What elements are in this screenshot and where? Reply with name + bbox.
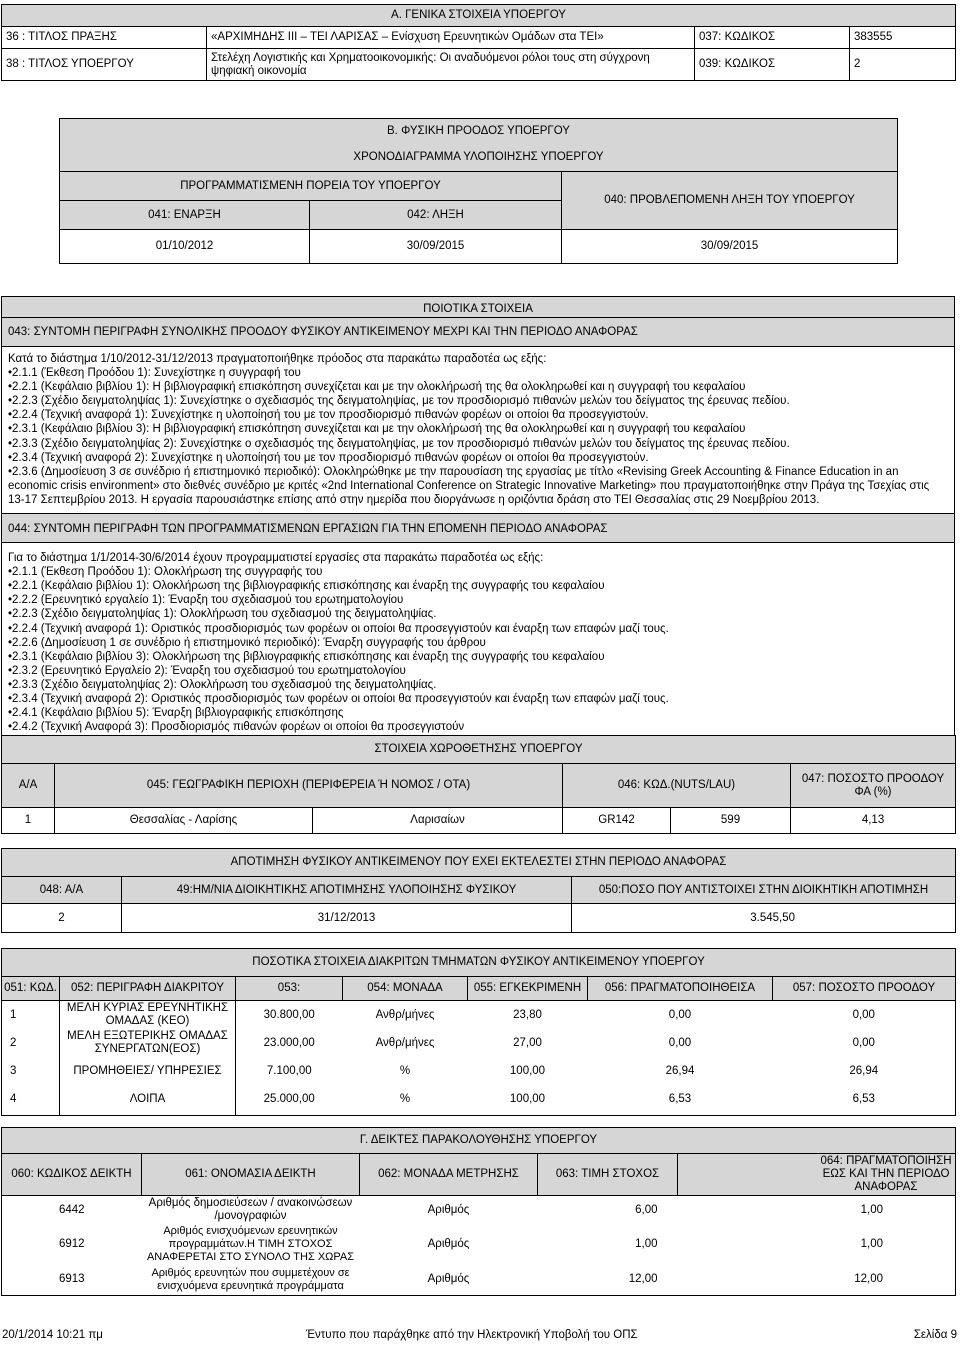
location-table bbox=[1, 735, 956, 834]
qt-unit: Ανθρ/μήνες bbox=[375, 1036, 435, 1049]
loc-header-aa: Α/Α bbox=[2, 764, 55, 808]
table-row bbox=[2, 1265, 956, 1295]
title-action-label: 36 : ΤΙΤΛΟΣ ΠΡΑΞΗΣ bbox=[2, 27, 207, 49]
val-header-aa: 048: Α/Α bbox=[2, 877, 122, 904]
progress-line: •2.2.3 (Σχέδιο δειγματοληψίας 1): Συνεχίστηκε ο σχεδιασμός της δειγματοληψίας, με τον προσδιορισμό πιθανών μελών του δείγματος της έρευνας πεδίου. bbox=[8, 395, 790, 408]
progress-line: •2.1.1 (Έκθεση Προόδου 1): Συνεχίστηκε η συγγραφή του bbox=[8, 367, 301, 380]
ind-name: Αριθμός δημοσιεύσεων / ανακοινώσεων /μονογραφιών bbox=[148, 1197, 353, 1222]
ind-name: Αριθμός ενισχυόμενων ερευνητικών προγραμμάτων.Η ΤΙΜΗ ΣΤΟΧΟΣ ΑΝΑΦΕΡΕΤΑΙ ΣΤΟ ΣΥΝΟΛΟ ΤΗΣ ΧΩΡΑΣ bbox=[146, 1225, 355, 1263]
progress-line: •2.3.4 (Τεχνική αναφορά 2): Συνεχίστηκε η υλοποίησή του με τον προσδιορισμό πιθανών φορέων οι οποίοι θα προσεγγιστούν. bbox=[8, 451, 649, 464]
plan-line: Για το διάστημα 1/1/2014-30/6/2014 έχουν προγραμματιστεί εργασίες στα παρακάτω παραδοτέα ως εξής: bbox=[8, 552, 544, 565]
val-date: 31/12/2013 bbox=[122, 904, 572, 933]
code-037-label: 037: ΚΩΔΙΚΟΣ bbox=[695, 27, 850, 49]
ind-header-unit: 062: ΜΟΝΑΔΑ ΜΕΤΡΗΣΗΣ bbox=[360, 1154, 538, 1196]
title-subproject-label: 38 : ΤΙΤΛΟΣ ΥΠΟΕΡΓΟΥ bbox=[2, 49, 207, 81]
qt-pct: 0,00 bbox=[773, 1029, 956, 1057]
table-row bbox=[2, 1029, 956, 1057]
schedule-title: ΧΡΟΝΟΔΙΑΓΡΑΜΜΑ ΥΛΟΠΟΙΗΣΗΣ ΥΠΟΕΡΓΟΥ bbox=[60, 145, 898, 172]
ind-header-actual: 064: ΠΡΑΓΜΑΤΟΠΟΙΗΣΗ ΕΩΣ ΚΑΙ ΤΗΝ ΠΕΡΙΟΔΟ ΑΝΑΦΟΡΑΣ bbox=[678, 1154, 956, 1196]
ind-target: 6,00 bbox=[635, 1203, 658, 1216]
ind-target: 1,00 bbox=[635, 1238, 658, 1250]
qt-unit: Ανθρ/μήνες bbox=[375, 1008, 435, 1021]
table-row bbox=[2, 1057, 956, 1085]
ind-actual: 1,00 bbox=[678, 1196, 956, 1225]
ind-header-target: 063: ΤΙΜΗ ΣΤΟΧΟΣ bbox=[538, 1154, 678, 1196]
expected-end-date: 30/09/2015 bbox=[562, 230, 898, 264]
plan-line: •2.2.1 (Κεφάλαιο βιβλίου 1): Ολοκλήρωση της βιβλιογραφικής επισκόπησης και έναρξη της συγγραφής του κεφαλαίου bbox=[8, 580, 605, 593]
valuation-title: ΑΠΟΤΙΜΗΣΗ ΦΥΣΙΚΟΥ ΑΝΤΙΚΕΙΜΕΝΟΥ ΠΟΥ ΕΧΕΙ ΕΚΤΕΛΕΣΤΕΙ ΣΤΗΝ ΠΕΡΙΟΔΟ ΑΝΑΦΟΡΑΣ bbox=[2, 849, 956, 877]
section-a-title: Α. ΓΕΝΙΚΑ ΣΤΟΙΧΕΙΑ ΥΠΟΕΡΓΟΥ bbox=[2, 5, 956, 27]
code-039-label: 039: ΚΩΔΙΚΟΣ bbox=[695, 49, 850, 81]
footer-source: Έντυπο που παράχθηκε από την Ηλεκτρονική Υποβολή του ΟΠΣ bbox=[306, 1329, 638, 1341]
ind-header-code: 060: ΚΩΔΙΚΟΣ ΔΕΙΚΤΗ bbox=[2, 1154, 142, 1196]
ind-name: Αριθμός ερευνητών που συμμετέχουν σε ενισχυόμενα ερευνητικά προγράμματα bbox=[142, 1265, 360, 1295]
table-row bbox=[2, 1196, 956, 1225]
field-043-label: 043: ΣΥΝΤΟΜΗ ΠΕΡΙΓΡΑΦΗ ΣΥΝΟΛΙΚΗΣ ΠΡΟΟΔΟΥ ΦΥΣΙΚΟΥ ΑΝΤΙΚΕΙΜΕΝΟΥ ΜΕΧΡΙ ΚΑΙ ΤΗΝ ΠΕΡΙΟΔΟ ΑΝΑΦΟΡΑΣ bbox=[1, 318, 955, 347]
qt-done: 26,94 bbox=[665, 1064, 695, 1077]
qt-amount: 23.000,00 bbox=[263, 1036, 315, 1049]
qt-desc: ΛΟΙΠΑ bbox=[60, 1085, 236, 1115]
val-aa: 2 bbox=[2, 904, 122, 933]
qt-amount: 7.100,00 bbox=[266, 1064, 312, 1077]
ind-unit: Αριθμός bbox=[360, 1265, 538, 1295]
qt-header-desc: 052: ΠΕΡΙΓΡΑΦΗ ΔΙΑΚΡΙΤΟΥ bbox=[60, 977, 236, 1001]
qt-done: 0,00 bbox=[668, 1036, 692, 1049]
qt-done: 0,00 bbox=[668, 1008, 692, 1021]
table-row bbox=[2, 1224, 956, 1265]
planned-course-header: ΠΡΟΓΡΑΜΜΑΤΙΣΜΕΝΗ ΠΟΡΕΙΑ ΤΟΥ ΥΠΟΕΡΓΟΥ bbox=[60, 172, 562, 201]
loc-aa: 1 bbox=[2, 808, 55, 834]
code-037-value: 383555 bbox=[850, 27, 956, 49]
qt-header-053: 053: bbox=[236, 977, 343, 1001]
loc-lau: 599 bbox=[671, 808, 791, 834]
qt-header-code: 051: ΚΩΔ. bbox=[2, 977, 60, 1001]
qt-pct: 6,53 bbox=[773, 1085, 956, 1115]
table-row bbox=[2, 1001, 956, 1030]
loc-header-nuts: 046: ΚΩΔ.(NUTS/LAU) bbox=[563, 764, 791, 808]
plan-line: •2.1.1 (Έκθεση Προόδου 1): Ολοκλήρωση της συγγραφής του bbox=[8, 566, 323, 579]
ind-unit: Αριθμός bbox=[427, 1238, 470, 1250]
ind-actual: 1,00 bbox=[678, 1224, 956, 1265]
section-a-table bbox=[1, 4, 956, 81]
field-044-text bbox=[1, 543, 955, 741]
qt-unit: % bbox=[399, 1064, 411, 1077]
plan-line: •2.2.3 (Σχέδιο δειγματοληψίας 1): Ολοκλήρωση του σχεδιασμού της δειγματοληψίας. bbox=[8, 608, 437, 621]
qt-desc: ΜΕΛΗ ΕΞΩΤΕΡΙΚΗΣ ΟΜΑΔΑΣ ΣΥΝΕΡΓΑΤΩΝ(ΕΟΣ) bbox=[60, 1029, 236, 1057]
plan-line: •2.4.2 (Τεχνική Αναφορά 3): Προσδιορισμός πιθανών φορέων οι οποίοι θα προσεγγιστούν bbox=[8, 721, 465, 734]
field-044-label: 044: ΣΥΝΤΟΜΗ ΠΕΡΙΓΡΑΦΗ ΤΩΝ ΠΡΟΓΡΑΜΜΑΤΙΣΜΕΝΩΝ ΕΡΓΑΣΙΩΝ ΓΙΑ ΤΗΝ ΕΠΟΜΕΝΗ ΠΕΡΙΟΔΟ ΑΝΑΦΟΡΑΣ bbox=[1, 514, 955, 543]
ind-target: 12,00 bbox=[538, 1265, 678, 1295]
section-b-table bbox=[59, 118, 898, 264]
loc-pct: 4,13 bbox=[791, 808, 956, 834]
qt-unit: % bbox=[343, 1085, 468, 1115]
quantitative-title: ΠΟΣΟΤΙΚΑ ΣΤΟΙΧΕΙΑ ΔΙΑΚΡΙΤΩΝ ΤΜΗΜΑΤΩΝ ΦΥΣΙΚΟΥ ΑΝΤΙΚΕΙΜΕΝΟΥ ΥΠΟΕΡΓΟΥ bbox=[2, 949, 956, 977]
ind-header-name: 061: ΟΝΟΜΑΣΙΑ ΔΕΙΚΤΗ bbox=[142, 1154, 360, 1196]
indicators-title: Γ. ΔΕΙΚΤΕΣ ΠΑΡΑΚΟΛΟΥΘΗΣΗΣ ΥΠΟΕΡΓΟΥ bbox=[2, 1128, 956, 1154]
loc-header-pct: 047: ΠΟΣΟΣΤΟ ΠΡΟΟΔΟΥ ΦΑ (%) bbox=[791, 764, 956, 808]
code-039-value: 2 bbox=[850, 49, 956, 81]
start-date: 01/10/2012 bbox=[60, 230, 310, 264]
ind-actual: 12,00 bbox=[678, 1265, 956, 1295]
plan-line: •2.2.6 (Δημοσίευση 1 σε συνέδριο ή επιστημονικό περιοδικό): Έναρξη συγγραφής του άρθρου bbox=[8, 636, 486, 649]
plan-line: •2.3.2 (Ερευνητικό Εργαλείο 2): Έναρξη του σχεδιασμού του ερωτηματολογίου bbox=[8, 664, 406, 677]
qt-code: 3 bbox=[2, 1057, 60, 1085]
qt-desc: ΠΡΟΜΗΘΕΙΕΣ/ ΥΠΗΡΕΣΙΕΣ bbox=[60, 1057, 236, 1085]
quality-title: ΠΟΙΟΤΙΚΑ ΣΤΟΙΧΕΙΑ bbox=[1, 296, 955, 318]
end-date: 30/09/2015 bbox=[310, 230, 562, 264]
footer-datetime: 20/1/2014 10:21 πμ bbox=[2, 1329, 103, 1341]
field-043-text bbox=[1, 347, 955, 514]
expected-end-header: 040: ΠΡΟΒΛΕΠΟΜΕΝΗ ΛΗΞΗ ΤΟΥ ΥΠΟΕΡΓΟΥ bbox=[562, 172, 898, 230]
indicators-table bbox=[1, 1127, 956, 1296]
val-amount: 3.545,50 bbox=[572, 904, 956, 933]
plan-line: •2.2.2 (Ερευνητικό εργαλείο 1): Έναρξη του σχεδιασμού του ερωτηματολογίου bbox=[8, 594, 404, 607]
footer-page: Σελίδα 9 bbox=[913, 1329, 957, 1341]
location-title: ΣΤΟΙΧΕΙΑ ΧΩΡΟΘΕΤΗΣΗΣ ΥΠΟΕΡΓΟΥ bbox=[2, 736, 956, 764]
start-header: 041: ΕΝΑΡΞΗ bbox=[60, 201, 310, 230]
progress-line: •2.3.3 (Σχέδιο δειγματοληψίας 2): Συνεχίστηκε ο σχεδιασμός της δειγματοληψίας, με τον προσδιορισμό πιθανών μελών του δείγματος της έρευνας πεδίου. bbox=[8, 437, 790, 450]
plan-line: •2.3.4 (Τεχνική αναφορά 2): Οριστικός προσδιορισμός των φορέων οι οποίοι θα προσεγγιστούν και έναρξη των επαφών μαζί τους. bbox=[8, 692, 669, 705]
qt-done: 6,53 bbox=[588, 1085, 773, 1115]
qt-code: 1 bbox=[2, 1001, 60, 1030]
qt-pct: 26,94 bbox=[773, 1057, 956, 1085]
valuation-table bbox=[1, 848, 956, 933]
table-row bbox=[2, 1085, 956, 1115]
plan-line: •2.3.1 (Κεφάλαιο βιβλίου 3): Ολοκλήρωση της βιβλιογραφικής επισκόπησης και έναρξη της συγγραφής του κεφαλαίου bbox=[8, 650, 605, 663]
loc-header-region: 045: ΓΕΩΓΡΑΦΙΚΗ ΠΕΡΙΟΧΗ (ΠΕΡΙΦΕΡΕΙΑ Ή ΝΟΜΟΣ / ΟΤΑ) bbox=[55, 764, 563, 808]
progress-line: •2.2.4 (Τεχνική αναφορά 1): Συνεχίστηκε η υλοποίησή του με τον προσδιορισμό πιθανών φορέων οι οποίοι θα προσεγγιστούν. bbox=[8, 409, 649, 422]
ind-code: 6442 bbox=[2, 1196, 142, 1225]
qt-pct: 0,00 bbox=[773, 1001, 956, 1030]
loc-region: Θεσσαλίας - Λαρίσης bbox=[55, 808, 313, 834]
plan-line: •2.4.1 (Κεφάλαιο βιβλίου 5): Έναρξη βιβλιογραφικής επισκόπησης bbox=[8, 707, 344, 720]
progress-line: Κατά το διάστημα 1/10/2012-31/12/2013 πραγματοποιήθηκε πρόοδος στα παρακάτω παραδοτέα ως εξής: bbox=[8, 353, 547, 365]
qt-approved: 23,80 bbox=[513, 1008, 542, 1021]
qt-desc: ΜΕΛΗ ΚΥΡΙΑΣ ΕΡΕΥΝΗΤΙΚΗΣ ΟΜΑΔΑΣ (ΚΕΟ) bbox=[60, 1001, 236, 1030]
qt-code: 4 bbox=[2, 1085, 60, 1115]
ind-unit: Αριθμός bbox=[427, 1203, 470, 1216]
qt-header-done: 056: ΠΡΑΓΜΑΤΟΠΟΙΗΘΕΙΣΑ bbox=[588, 977, 773, 1001]
section-b-title: Β. ΦΥΣΙΚΗ ΠΡΟΟΔΟΣ ΥΠΟΕΡΓΟΥ bbox=[60, 119, 898, 145]
val-header-amount: 050:ΠΟΣΟ ΠΟΥ ΑΝΤΙΣΤΟΙΧΕΙ ΣΤΗΝ ΔΙΟΙΚΗΤΙΚΗ ΑΠΟΤΙΜΗΣΗ bbox=[572, 877, 956, 904]
plan-line: •2.3.3 (Σχέδιο δειγματοληψίας 2): Ολοκλήρωση του σχεδιασμού της δειγματοληψίας. bbox=[8, 678, 437, 691]
qt-header-approved: 055: ΕΓΚΕΚΡΙΜΕΝΗ bbox=[468, 977, 588, 1001]
loc-municipality: Λαρισαίων bbox=[313, 808, 563, 834]
progress-line: •2.3.1 (Κεφάλαιο βιβλίου 3): Η βιβλιογραφική επισκόπηση συνεχίζεται και με την ολοκλήρωσή της θα ολοκληρωθεί και η συγγραφή του κεφαλαίου bbox=[8, 423, 746, 436]
val-header-date: 49:ΗΜ/ΝΙΑ ΔΙΟΙΚΗΤΙΚΗΣ ΑΠΟΤΙΜΗΣΗΣ ΥΛΟΠΟΙΗΣΗΣ ΦΥΣΙΚΟΥ bbox=[122, 877, 572, 904]
plan-line: •2.2.4 (Τεχνική αναφορά 1): Οριστικός προσδιορισμός των φορέων οι οποίοι θα προσεγγιστούν και έναρξη των επαφών μαζί τους. bbox=[8, 622, 669, 635]
qt-approved: 27,00 bbox=[513, 1036, 542, 1049]
loc-nuts: GR142 bbox=[563, 808, 671, 834]
qt-amount: 25.000,00 bbox=[236, 1085, 343, 1115]
ind-code: 6913 bbox=[2, 1265, 142, 1295]
qt-approved: 100,00 bbox=[468, 1085, 588, 1115]
title-subproject-value: Στελέχη Λογιστικής και Χρηματοοικονομικής: Οι αναδυόμενοι ρόλοι τους στη σύγχρονη ψηφιακή οικονομία bbox=[207, 49, 695, 81]
progress-line: •2.3.6 (Δημοσίευση 3 σε συνέδριο ή επιστημονικό περιοδικό): Ολοκληρώθηκε με την παρουσίαση της εργασίας με τίτλο «Revising Greek Accounting & Finance Education in an economic crisis environment» στο διεθνές συνέδριο με κριτές «2nd International Conference on Strategic Innovative Marketing» που πραγματοποιήθηκε στην Πράγα της Τσεχίας στις 13-17 Σεπτεμβρίου 2013. Η εργασία παρουσιάστηκε επίσης από στην ημερίδα που διοργάνωσε η οριζόντια δράση στο ΤΕΙ Θεσσαλίας στις 29 Νοεμβρίου 2013. bbox=[8, 465, 930, 506]
qt-approved: 100,00 bbox=[509, 1064, 546, 1077]
progress-line: •2.2.1 (Κεφάλαιο βιβλίου 1): Η βιβλιογραφική επισκόπηση συνεχίζεται και με την ολοκλήρωσή της θα ολοκληρωθεί και η συγγραφή του κεφαλαίου bbox=[8, 381, 746, 394]
qt-code: 2 bbox=[2, 1029, 60, 1057]
quality-section bbox=[1, 296, 955, 741]
ind-code: 6912 bbox=[2, 1224, 142, 1265]
end-header: 042: ΛΗΞΗ bbox=[310, 201, 562, 230]
title-action-value: «ΑΡΧΙΜΗΔΗΣ ΙΙΙ – ΤΕΙ ΛΑΡΙΣΑΣ – Ενίσχυση Ερευνητικών Ομάδων στα ΤΕΙ» bbox=[207, 27, 695, 49]
qt-header-pct: 057: ΠΟΣΟΣΤΟ ΠΡΟΟΔΟΥ bbox=[773, 977, 956, 1001]
qt-amount: 30.800,00 bbox=[263, 1008, 315, 1021]
qt-header-unit: 054: ΜΟΝΑΔΑ bbox=[343, 977, 468, 1001]
quantitative-table bbox=[1, 948, 956, 1116]
